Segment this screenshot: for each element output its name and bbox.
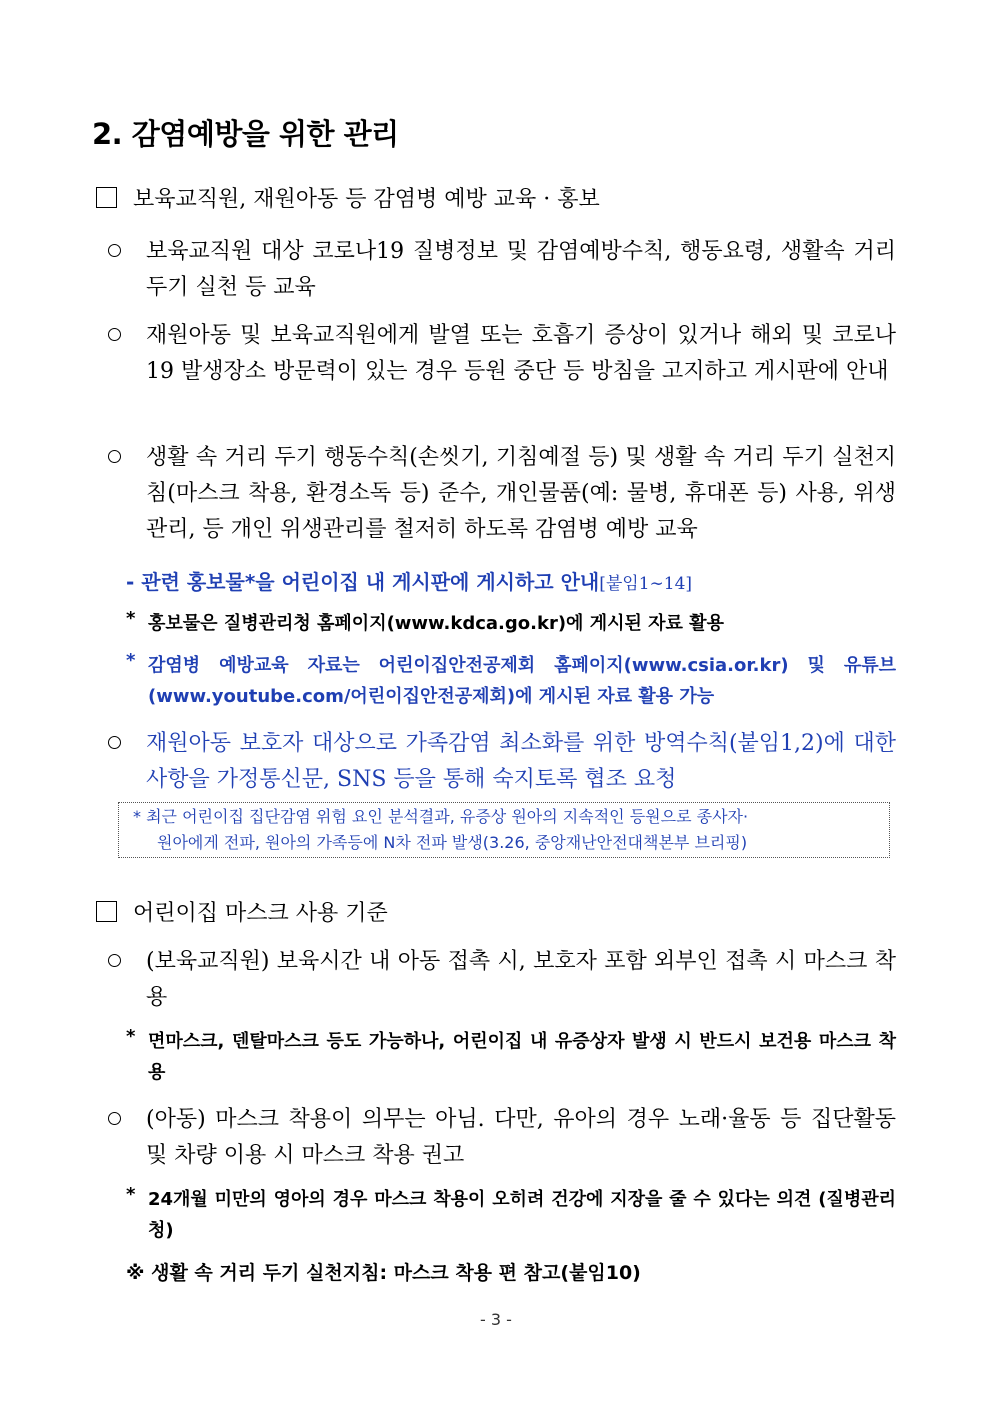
list-item bbox=[108, 944, 896, 1016]
circle-bullet-icon bbox=[108, 328, 121, 341]
square-bullet-icon bbox=[96, 901, 117, 922]
subsection-heading-mask bbox=[96, 896, 388, 927]
footnote-item bbox=[126, 1026, 896, 1088]
item-text: (아동) 마스크 착용이 의무는 아님. 다만, 유아의 경우 노래·율동 등 집단활동 및 차량 이용 시 마스크 착용 권고 bbox=[146, 1107, 896, 1168]
asterisk-icon: * bbox=[126, 650, 136, 671]
dash-text: - 관련 홍보물*을 어린이집 내 게시판에 게시하고 안내 bbox=[126, 570, 600, 594]
footnote-item bbox=[126, 1184, 896, 1246]
footnote-text: 홍보물은 질병관리청 홈페이지(www.kdca.go.kr)에 게시된 자료 활용 bbox=[148, 613, 724, 634]
footnote-item bbox=[126, 608, 896, 639]
dash-item-promo bbox=[126, 566, 692, 595]
footnote-text: 감염병 예방교육 자료는 어린이집안전공제회 홈페이지(www.csia.or.kr) 및 유튜브(www.youtube.com/어린이집안전공제회)에 게시된 자료 활용 가능 bbox=[148, 655, 896, 707]
footnote-text: 면마스크, 덴탈마스크 등도 가능하나, 어린이집 내 유증상자 발생 시 반드시 보건용 마스크 착용 bbox=[148, 1031, 896, 1083]
section-title: 2. 감염예방을 위한 관리 bbox=[92, 117, 399, 151]
list-item bbox=[108, 440, 896, 548]
subsection-heading-education bbox=[96, 182, 600, 213]
asterisk-icon: * bbox=[126, 1026, 136, 1047]
asterisk-icon: * bbox=[126, 608, 136, 629]
square-bullet-icon bbox=[96, 187, 117, 208]
notice-line: * 최근 어린이집 집단감염 위험 요인 분석결과, 유증상 원아의 지속적인 등원으로 종사자· bbox=[133, 807, 749, 826]
asterisk-icon: * bbox=[126, 1184, 136, 1205]
circle-bullet-icon bbox=[108, 736, 121, 749]
circle-bullet-icon bbox=[108, 244, 121, 257]
notice-line: 원아에게 전파, 원아의 가족등에 N차 전파 발생(3.26, 중앙재난안전대책본부 브리핑) bbox=[157, 833, 748, 852]
reference-note: ※ 생활 속 거리 두기 실천지침: 마스크 착용 편 참고(붙임10) bbox=[126, 1262, 641, 1284]
notice-box bbox=[118, 802, 890, 858]
item-text: 보육교직원 대상 코로나19 질병정보 및 감염예방수칙, 행동요령, 생활속 거리 두기 실천 등 교육 bbox=[146, 239, 896, 300]
list-item bbox=[108, 726, 896, 798]
footnote-text: 24개월 미만의 영아의 경우 마스크 착용이 오히려 건강에 지장을 줄 수 있다는 의견 (질병관리청) bbox=[148, 1189, 896, 1241]
circle-bullet-icon bbox=[108, 954, 121, 967]
page-number: - 3 - bbox=[480, 1310, 512, 1329]
circle-bullet-icon bbox=[108, 450, 121, 463]
subsection-title: 보육교직원, 재원아동 등 감염병 예방 교육 · 홍보 bbox=[133, 187, 600, 212]
item-text: 재원아동 보호자 대상으로 가족감염 최소화를 위한 방역수칙(붙임1,2)에 대한 사항을 가정통신문, SNS 등을 통해 숙지토록 협조 요청 bbox=[146, 731, 896, 792]
subsection-title: 어린이집 마스크 사용 기준 bbox=[133, 901, 388, 926]
list-item bbox=[108, 318, 896, 390]
list-item bbox=[108, 234, 896, 306]
item-text: (보육교직원) 보육시간 내 아동 접촉 시, 보호자 포함 외부인 접촉 시 마스크 착용 bbox=[146, 949, 896, 1010]
list-item bbox=[108, 1102, 896, 1174]
attachment-ref: [붙임1∼14] bbox=[599, 574, 693, 594]
footnote-item bbox=[126, 650, 896, 712]
item-text: 재원아동 및 보육교직원에게 발열 또는 호흡기 증상이 있거나 해외 및 코로나19 발생장소 방문력이 있는 경우 등원 중단 등 방침을 고지하고 게시판에 안내 bbox=[146, 323, 896, 384]
item-text: 생활 속 거리 두기 행동수칙(손씻기, 기침예절 등) 및 생활 속 거리 두기 실천지침(마스크 착용, 환경소독 등) 준수, 개인물품(예: 물병, 휴대폰 등) 사용, 위생관리, 등 개인 위생관리를 철저히 하도록 감염병 예방 교육 bbox=[146, 445, 896, 542]
circle-bullet-icon bbox=[108, 1112, 121, 1125]
